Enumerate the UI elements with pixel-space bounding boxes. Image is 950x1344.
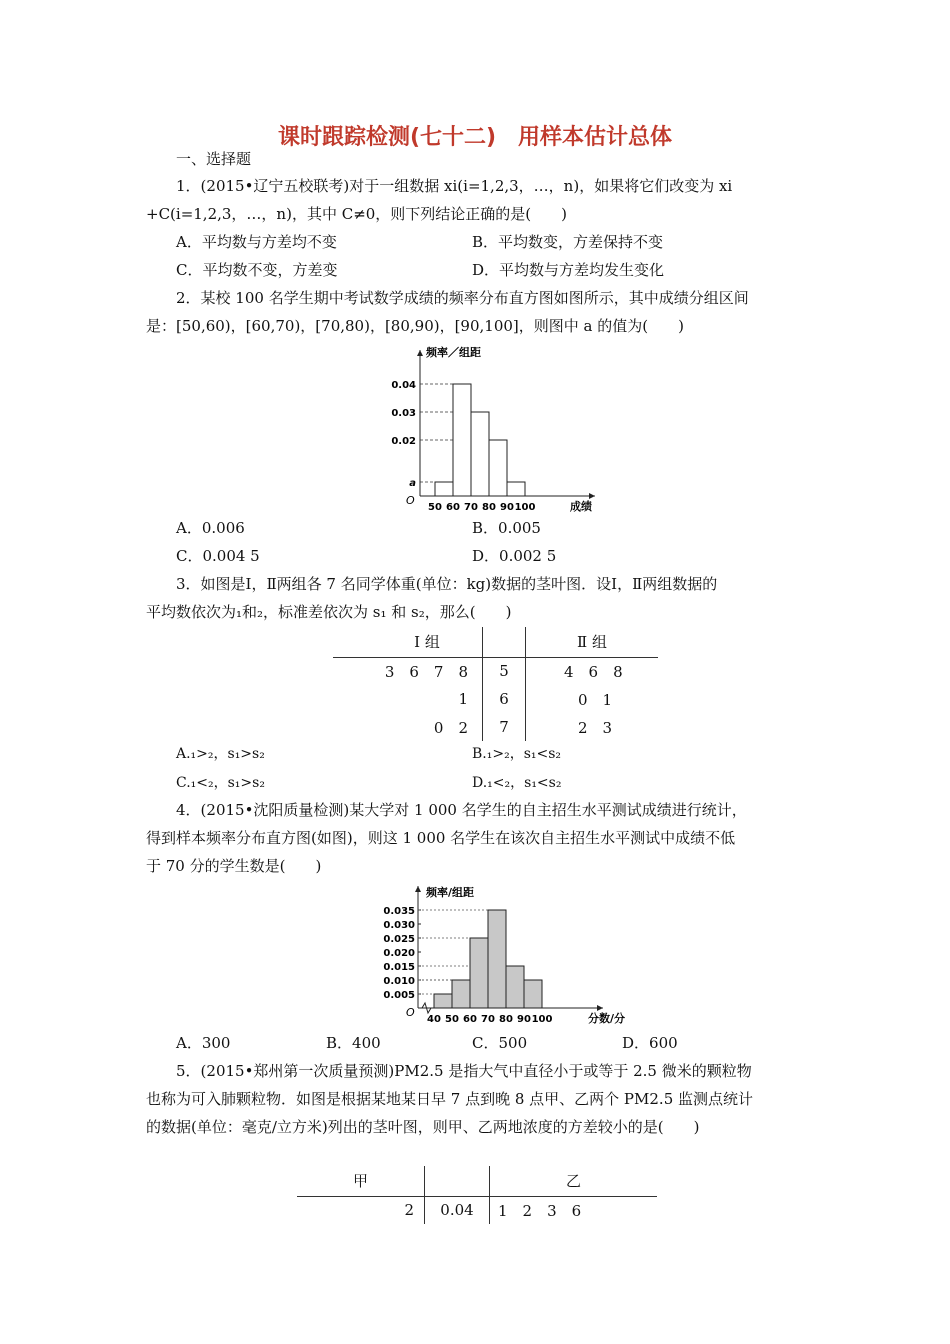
stem2-head-right: 乙 xyxy=(565,1172,581,1191)
q2-option-b: B．0.005 xyxy=(472,519,541,537)
q2-option-a: A．0.006 xyxy=(176,519,245,537)
x-tick-label: 50 xyxy=(428,502,442,513)
stem1-row3-right: 2 3 xyxy=(578,718,613,737)
q2-option-d: D．0.002 5 xyxy=(472,547,557,565)
q1-option-c: C．平均数不变，方差变 xyxy=(176,261,338,279)
histogram-bar xyxy=(470,938,488,1008)
histogram-bar xyxy=(507,482,525,496)
q2-line1: 2．某校 100 名学生期中考试数学成绩的频率分布直方图如图所示，其中成绩分组区间 xyxy=(176,289,749,307)
q4-line1: 4．(2015•沈阳质量检测)某大学对 1 000 名学生的自主招生水平测试成绩进行统计， xyxy=(176,801,747,819)
x-axis-label: 成绩 xyxy=(570,500,592,513)
x-tick-label: 80 xyxy=(499,1014,513,1025)
stem1-row1-stem: 5 xyxy=(483,657,526,685)
y-tick-label: 0.035 xyxy=(383,906,415,917)
origin-label: O xyxy=(406,494,415,507)
q5-line1: 5．(2015•郑州第一次质量预测)PM2.5 是指大气中直径小于或等于 2.5 微米的颗粒物 xyxy=(176,1062,752,1080)
stem1-row2-stem: 6 xyxy=(483,685,526,713)
histogram-bar xyxy=(435,482,453,496)
stem-leaf-table-2 xyxy=(297,1166,657,1224)
histogram-bar xyxy=(434,994,452,1008)
q3-option-a: A.₁>₂，s₁>s₂ xyxy=(176,746,265,762)
histogram-q2 xyxy=(380,340,610,515)
origin-label: O xyxy=(406,1006,415,1019)
q4-option-a: A．300 xyxy=(176,1034,231,1052)
stem1-head-left: Ⅰ 组 xyxy=(414,633,440,652)
x-tick-label: 100 xyxy=(514,502,536,513)
y-tick-label: a xyxy=(409,478,416,489)
q3-option-d: D.₁<₂，s₁<s₂ xyxy=(472,775,562,791)
q2-option-c: C．0.004 5 xyxy=(176,547,260,565)
q4-option-c: C．500 xyxy=(472,1034,528,1052)
x-tick-label: 60 xyxy=(463,1014,477,1025)
y-tick-label: 0.030 xyxy=(383,920,415,931)
y-tick-label: 0.02 xyxy=(391,436,416,447)
y-axis-arrow xyxy=(415,886,421,892)
x-tick-label: 40 xyxy=(427,1014,441,1025)
x-tick-label: 50 xyxy=(445,1014,459,1025)
stem1-row3-left: 0 2 xyxy=(433,718,468,737)
histogram-q4 xyxy=(370,880,626,1028)
q3-line1: 3．如图是Ⅰ，Ⅱ两组各 7 名同学体重(单位：kg)数据的茎叶图．设Ⅰ，Ⅱ两组数据的 xyxy=(176,575,718,593)
stem-leaf-table-1 xyxy=(333,627,658,741)
stem1-row2-right: 0 1 xyxy=(578,690,613,709)
y-axis-label: 频率/组距 xyxy=(426,886,475,899)
stem1-row2-left: 1 xyxy=(458,690,468,708)
q1-line1: 1．(2015•辽宁五校联考)对于一组数据 xi(i=1,2,3，…，n)，如果将它们改变为 xi xyxy=(176,177,733,195)
x-tick-label: 60 xyxy=(446,502,460,513)
x-tick-label: 90 xyxy=(517,1014,531,1025)
q4-line3: 于 70 分的学生数是( ) xyxy=(146,857,322,875)
histogram-bar xyxy=(506,966,524,1008)
q4-line2: 得到样本频率分布直方图(如图)，则这 1 000 名学生在该次自主招生水平测试中成绩不低 xyxy=(146,829,736,847)
x-axis-arrow xyxy=(597,1005,603,1011)
x-axis-arrow xyxy=(589,493,595,499)
x-tick-label: 70 xyxy=(464,502,478,513)
section-heading: 一、选择题 xyxy=(176,150,252,168)
q3-option-b: B.₁>₂，s₁<s₂ xyxy=(472,746,562,762)
histogram-bar xyxy=(453,384,471,496)
y-tick-label: 0.015 xyxy=(383,962,415,973)
histogram-bar xyxy=(452,980,470,1008)
y-axis-label: 频率／组距 xyxy=(426,346,481,359)
x-tick-label: 70 xyxy=(481,1014,495,1025)
stem1-head-right: Ⅱ 组 xyxy=(577,633,607,652)
x-tick-label: 80 xyxy=(482,502,496,513)
histogram-bar xyxy=(471,412,489,496)
y-tick-label: 0.010 xyxy=(383,976,415,987)
stem1-row3-stem: 7 xyxy=(483,713,526,741)
y-tick-label: 0.020 xyxy=(383,948,415,959)
stem2-row1-right: 1 2 3 6 xyxy=(498,1201,582,1220)
histogram-bar xyxy=(524,980,542,1008)
stem2-row1-stem: 0.04 xyxy=(425,1196,490,1224)
q3-line2: 平均数依次为₁和₂，标准差依次为 s₁ 和 s₂，那么( ) xyxy=(146,603,512,621)
q1-option-a: A．平均数与方差均不变 xyxy=(176,233,337,251)
q4-option-d: D．600 xyxy=(622,1034,678,1052)
q2-line2: 是：[50,60)，[60,70)，[70,80)，[80,90)，[90,100]，则图中 a 的值为( ) xyxy=(146,317,684,335)
q1-option-d: D．平均数与方差均发生变化 xyxy=(472,261,665,279)
page-title: 课时跟踪检测(七十二) 用样本估计总体 xyxy=(277,125,673,150)
x-axis-label: 分数/分 xyxy=(588,1012,626,1025)
q1-option-b: B．平均数变，方差保持不变 xyxy=(472,233,664,251)
y-tick-label: 0.04 xyxy=(391,380,416,391)
histogram-bar xyxy=(489,440,507,496)
q5-line2: 也称为可入肺颗粒物．如图是根据某地某日早 7 点到晚 8 点甲、乙两个 PM2.5 监测点统计 xyxy=(146,1090,754,1108)
q5-line3: 的数据(单位：毫克/立方米)列出的茎叶图，则甲、乙两地浓度的方差较小的是( ) xyxy=(146,1118,700,1136)
y-tick-label: 0.005 xyxy=(383,990,415,1001)
histogram-bar xyxy=(488,910,506,1008)
stem2-row1-left: 2 xyxy=(404,1201,414,1220)
q3-option-c: C.₁<₂，s₁>s₂ xyxy=(176,775,265,791)
y-tick-label: 0.025 xyxy=(383,934,415,945)
q4-option-b: B．400 xyxy=(326,1034,381,1052)
stem1-row1-left: 3 6 7 8 xyxy=(384,662,468,681)
x-tick-label: 100 xyxy=(531,1014,553,1025)
stem1-row1-right: 4 6 8 xyxy=(564,662,623,681)
y-tick-label: 0.03 xyxy=(391,408,416,419)
q1-line2: +C(i=1,2,3，…，n)，其中 C≠0，则下列结论正确的是( ) xyxy=(146,205,568,223)
x-tick-label: 90 xyxy=(500,502,514,513)
stem2-head-left: 甲 xyxy=(352,1172,368,1191)
y-axis-arrow xyxy=(417,350,423,356)
